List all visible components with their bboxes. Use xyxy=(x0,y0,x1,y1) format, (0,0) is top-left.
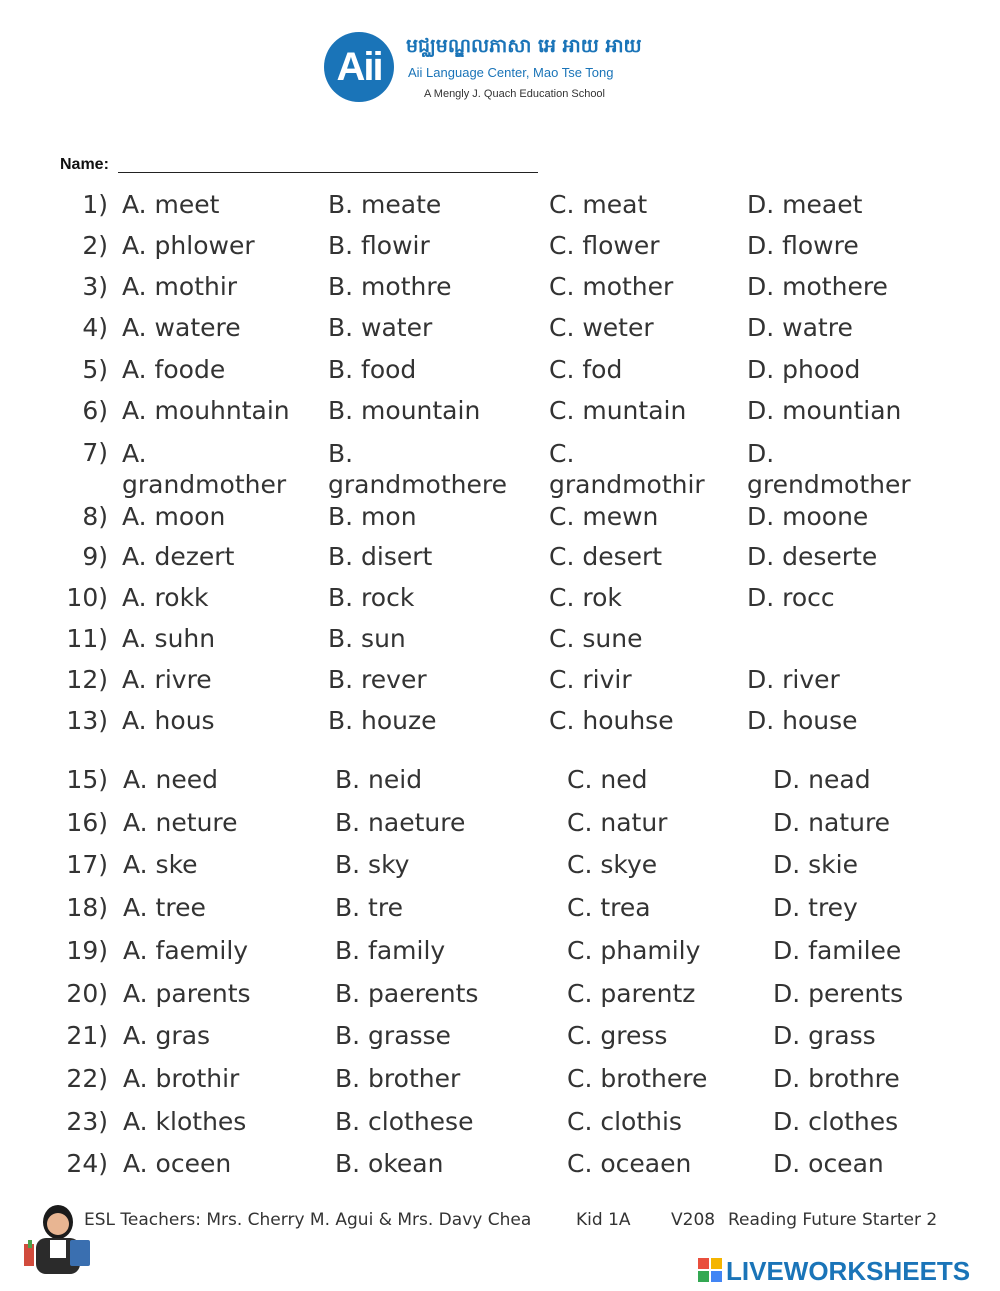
question-number: 23) xyxy=(66,1107,108,1136)
answer-option-c[interactable]: C. mewn xyxy=(549,502,659,531)
answer-option-a[interactable]: A. klothes xyxy=(123,1107,247,1136)
answer-option-a[interactable]: A. parents xyxy=(123,979,251,1008)
answer-option-a[interactable]: A. suhn xyxy=(122,624,216,653)
answer-option-b[interactable]: B. flowir xyxy=(328,231,430,260)
logo-mark: Aii xyxy=(324,32,394,102)
answer-option-d[interactable]: D. brothre xyxy=(773,1064,900,1093)
answer-option-b[interactable]: B. brother xyxy=(335,1064,461,1093)
question-number: 6) xyxy=(82,396,108,425)
answer-option-b[interactable]: B. okean xyxy=(335,1149,444,1178)
question-number: 24) xyxy=(66,1149,108,1178)
answer-option-b[interactable]: B. clothese xyxy=(335,1107,474,1136)
answer-option-c[interactable]: C. muntain xyxy=(549,396,687,425)
answer-option-b[interactable]: B. food xyxy=(328,355,417,384)
answer-option-d[interactable]: D. watre xyxy=(747,313,853,342)
answer-option-d[interactable]: D. familee xyxy=(773,936,902,965)
answer-option-a[interactable]: A. oceen xyxy=(123,1149,232,1178)
answer-option-a[interactable]: A. foode xyxy=(122,355,226,384)
answer-option-c[interactable]: C. oceaen xyxy=(567,1149,692,1178)
answer-option-c[interactable]: C. sune xyxy=(549,624,643,653)
answer-option-c[interactable]: C. parentz xyxy=(567,979,696,1008)
answer-option-a[interactable]: A. meet xyxy=(122,190,220,219)
answer-option-b[interactable]: B. mon xyxy=(328,502,417,531)
answer-option-b[interactable]: B. rever xyxy=(328,665,427,694)
answer-option-d[interactable]: D. mountian xyxy=(747,396,902,425)
answer-option-a[interactable]: A. ske xyxy=(123,850,198,879)
answer-option-d[interactable]: D. nature xyxy=(773,808,891,837)
answer-option-b[interactable]: B. grandmothere xyxy=(328,439,507,499)
answer-option-a[interactable]: A. rivre xyxy=(122,665,212,694)
answer-option-b[interactable]: B. paerents xyxy=(335,979,479,1008)
question-number: 22) xyxy=(66,1064,108,1093)
question-number: 3) xyxy=(82,272,108,301)
answer-option-c[interactable]: C. ned xyxy=(567,765,648,794)
question-number: 2) xyxy=(82,231,108,260)
answer-option-a[interactable]: A. watere xyxy=(122,313,241,342)
answer-option-c[interactable]: C. trea xyxy=(567,893,651,922)
answer-option-b[interactable]: B. neid xyxy=(335,765,423,794)
answer-option-c[interactable]: C. grandmothir xyxy=(549,439,705,499)
question-number: 9) xyxy=(82,542,108,571)
answer-option-b[interactable]: B. sky xyxy=(335,850,410,879)
answer-option-b[interactable]: B. naeture xyxy=(335,808,466,837)
answer-option-c[interactable]: C. gress xyxy=(567,1021,668,1050)
footer-code: V208 xyxy=(671,1210,716,1230)
question-number: 12) xyxy=(66,665,108,694)
footer-book: Reading Future Starter 2 xyxy=(728,1210,938,1230)
answer-option-d[interactable]: D. ocean xyxy=(773,1149,884,1178)
answer-option-d[interactable]: D. nead xyxy=(773,765,871,794)
answer-option-c[interactable]: C. meat xyxy=(549,190,648,219)
answer-option-c[interactable]: C. houhse xyxy=(549,706,674,735)
question-number: 1) xyxy=(82,190,108,219)
answer-option-d[interactable]: D. rocc xyxy=(747,583,835,612)
answer-option-c[interactable]: C. mother xyxy=(549,272,674,301)
answer-option-c[interactable]: C. rivir xyxy=(549,665,632,694)
question-number: 21) xyxy=(66,1021,108,1050)
answer-option-b[interactable]: B. sun xyxy=(328,624,406,653)
answer-option-c[interactable]: C. clothis xyxy=(567,1107,682,1136)
answer-option-d[interactable]: D. clothes xyxy=(773,1107,899,1136)
question-number: 11) xyxy=(66,624,108,653)
question-number: 16) xyxy=(66,808,108,837)
school-subtitle: A Mengly J. Quach Education School xyxy=(424,88,605,100)
answer-option-b[interactable]: B. mothre xyxy=(328,272,452,301)
name-label: Name: xyxy=(60,156,109,173)
answer-option-d[interactable]: D. mothere xyxy=(747,272,888,301)
answer-option-b[interactable]: B. water xyxy=(328,313,433,342)
khmer-title: មជ្ឈមណ្ឌលភាសា អេ អាយ អាយ xyxy=(406,35,642,57)
answer-option-b[interactable]: B. mountain xyxy=(328,396,481,425)
answer-option-d[interactable]: D. trey xyxy=(773,893,858,922)
answer-option-c[interactable]: C. rok xyxy=(549,583,622,612)
answer-option-b[interactable]: B. disert xyxy=(328,542,433,571)
answer-option-c[interactable]: C. phamily xyxy=(567,936,701,965)
answer-option-b[interactable]: B. meate xyxy=(328,190,442,219)
answer-option-c[interactable]: C. brothere xyxy=(567,1064,708,1093)
answer-option-c[interactable]: C. natur xyxy=(567,808,668,837)
answer-option-c[interactable]: C. fod xyxy=(549,355,623,384)
answer-option-d[interactable]: D. flowre xyxy=(747,231,859,260)
answer-option-a[interactable]: A. rokk xyxy=(122,583,209,612)
question-number: 13) xyxy=(66,706,108,735)
answer-option-d[interactable]: D. phood xyxy=(747,355,861,384)
answer-option-a[interactable]: A. phlower xyxy=(122,231,255,260)
answer-option-b[interactable]: B. houze xyxy=(328,706,437,735)
answer-option-c[interactable]: C. skye xyxy=(567,850,658,879)
answer-option-c[interactable]: C. flower xyxy=(549,231,660,260)
question-number: 7) xyxy=(82,438,108,467)
question-number: 18) xyxy=(66,893,108,922)
answer-option-c[interactable]: C. desert xyxy=(549,542,663,571)
question-number: 10) xyxy=(66,583,108,612)
answer-option-d[interactable]: D. skie xyxy=(773,850,858,879)
center-name: Aii Language Center, Mao Tse Tong xyxy=(408,65,614,80)
answer-option-b[interactable]: B. tre xyxy=(335,893,403,922)
answer-option-a[interactable]: A. moon xyxy=(122,502,226,531)
question-number: 19) xyxy=(66,936,108,965)
answer-option-a[interactable]: A. gras xyxy=(123,1021,211,1050)
name-input-line[interactable] xyxy=(118,172,538,173)
answer-option-c[interactable]: C. weter xyxy=(549,313,654,342)
answer-option-d[interactable]: D. grendmother xyxy=(747,439,911,499)
answer-option-a[interactable]: A. dezert xyxy=(122,542,235,571)
answer-option-d[interactable]: D. meaet xyxy=(747,190,863,219)
answer-option-a[interactable]: A. tree xyxy=(123,893,206,922)
footer-level: Kid 1A xyxy=(576,1210,631,1230)
answer-option-a[interactable]: A. mouhntain xyxy=(122,396,290,425)
answer-option-a[interactable]: A. brothir xyxy=(123,1064,240,1093)
answer-option-d[interactable]: D. house xyxy=(747,706,858,735)
liveworksheets-icon xyxy=(698,1258,722,1282)
brand-text: LIVEWORKSHEETS xyxy=(726,1256,971,1286)
question-number: 4) xyxy=(82,313,108,342)
question-number: 8) xyxy=(82,502,108,531)
answer-option-b[interactable]: B. family xyxy=(335,936,446,965)
answer-option-b[interactable]: B. rock xyxy=(328,583,415,612)
answer-option-d[interactable]: D. deserte xyxy=(747,542,878,571)
answer-option-a[interactable]: A. faemily xyxy=(123,936,249,965)
footer-teachers: ESL Teachers: Mrs. Cherry M. Agui & Mrs. Davy Chea xyxy=(84,1210,532,1230)
answer-option-a[interactable]: A. mothir xyxy=(122,272,238,301)
answer-option-a[interactable]: A. hous xyxy=(122,706,215,735)
question-number: 5) xyxy=(82,355,108,384)
answer-option-b[interactable]: B. grasse xyxy=(335,1021,451,1050)
answer-option-d[interactable]: D. perents xyxy=(773,979,904,1008)
answer-option-d[interactable]: D. moone xyxy=(747,502,869,531)
answer-option-d[interactable]: D. river xyxy=(747,665,840,694)
answer-option-a[interactable]: A. neture xyxy=(123,808,238,837)
answer-option-a[interactable]: A. need xyxy=(123,765,219,794)
answer-option-d[interactable]: D. grass xyxy=(773,1021,876,1050)
question-number: 17) xyxy=(66,850,108,879)
school-logo xyxy=(324,32,654,104)
question-number: 20) xyxy=(66,979,108,1008)
question-number: 15) xyxy=(66,765,108,794)
answer-option-a[interactable]: A. grandmother xyxy=(122,439,287,499)
